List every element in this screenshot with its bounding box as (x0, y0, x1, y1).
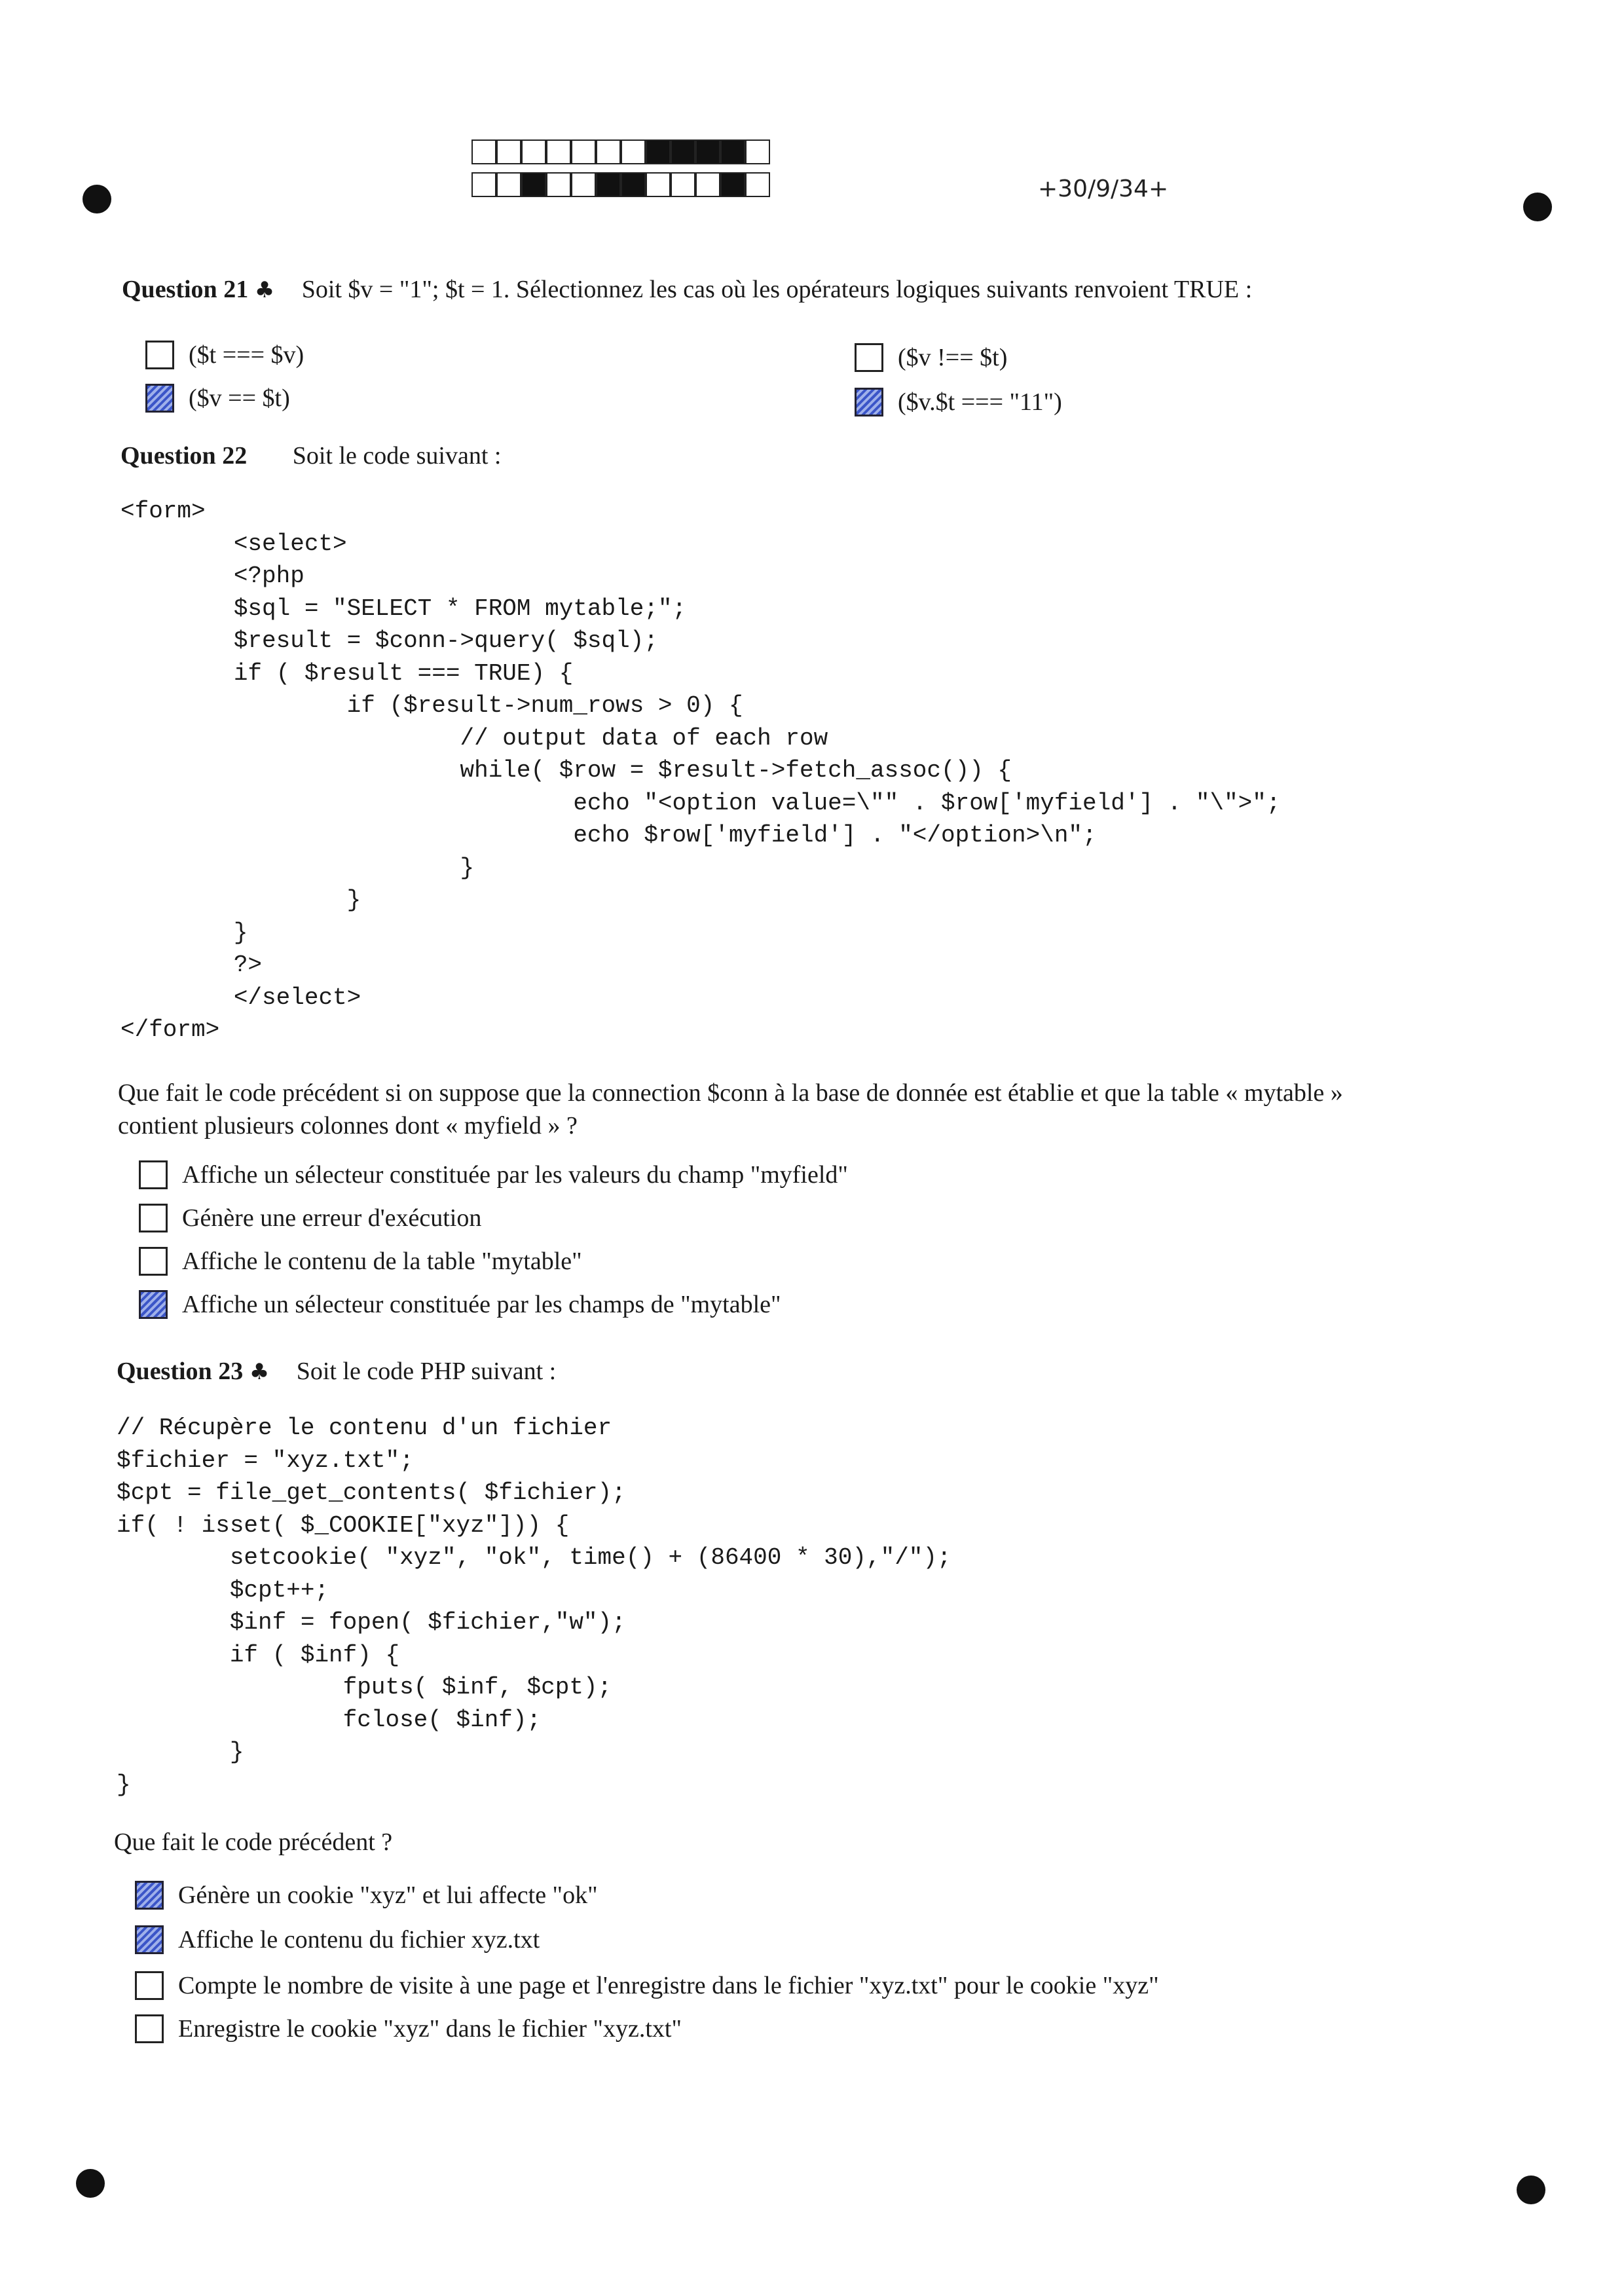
q21-title: Question 21 (122, 276, 249, 303)
barcode-cell (720, 139, 745, 164)
code-line: <select> (120, 530, 347, 557)
q21-option-2[interactable] (855, 343, 1007, 372)
barcode-cell (571, 139, 596, 164)
q23-header (117, 1357, 556, 1386)
q21-option-4-label: ($v.$t === "11") (898, 388, 1062, 416)
barcode-cell (621, 172, 646, 197)
barcode-cell (496, 139, 521, 164)
code-line: </form> (120, 1016, 220, 1043)
barcode-top-row (471, 139, 770, 167)
q22-title: Question 22 (120, 442, 248, 470)
barcode-cell (471, 139, 496, 164)
code-line: while( $row = $result->fetch_assoc()) { (120, 757, 1012, 784)
barcode-cell (745, 139, 770, 164)
barcode-cell (596, 172, 621, 197)
checkbox-checked[interactable] (855, 388, 883, 417)
q23-option-4-label: Enregistre le cookie "xyz" dans le fichier "xyz.txt" (178, 2015, 682, 2043)
q22-question-line-2: contient plusieurs colonnes dont « myfield » ? (118, 1112, 578, 1139)
registration-mark-bottom-left (76, 2169, 105, 2198)
q22-prompt: Soit le code suivant : (292, 442, 502, 470)
registration-mark-top-right (1523, 193, 1552, 221)
page-id: +30/9/34+ (1038, 176, 1169, 202)
barcode-cell (671, 139, 695, 164)
barcode-cell (521, 172, 546, 197)
code-line: // output data of each row (120, 724, 828, 752)
club-icon: ♣ (249, 1359, 270, 1385)
checkbox[interactable] (135, 1971, 164, 2000)
q23-option-3-label: Compte le nombre de visite à une page et l'enregistre dans le fichier "xyz.txt" pour le cookie "xyz" (178, 1972, 1159, 1999)
q22-option-4-label: Affiche un sélecteur constituée par les champs de "mytable" (182, 1291, 781, 1318)
checkbox-checked[interactable] (135, 1925, 164, 1954)
q21-option-2-label: ($v !== $t) (898, 344, 1008, 371)
q22-question-line-1: Que fait le code précédent si on suppose que la connection $conn à la base de donnée est établie et que la table « mytable » (118, 1079, 1343, 1107)
code-line: } (120, 919, 248, 946)
club-icon: ♣ (254, 277, 275, 303)
code-line: $cpt++; (117, 1576, 329, 1604)
code-line: } (120, 854, 475, 881)
q23-title: Question 23 (117, 1358, 244, 1385)
q23-question: Que fait le code précédent ? (114, 1828, 393, 1856)
barcode-bottom-row (471, 172, 770, 200)
code-line: <?php (120, 563, 304, 589)
registration-mark-bottom-right (1517, 2176, 1545, 2204)
barcode-cell (745, 172, 770, 197)
barcode-cell (496, 172, 521, 197)
code-line: setcookie( "xyz", "ok", time() + (86400 * 30),"/"); (117, 1544, 951, 1571)
barcode-cell (646, 172, 671, 197)
barcode-cell (521, 139, 546, 164)
q23-option-4[interactable] (135, 2014, 682, 2043)
q23-option-1[interactable] (135, 1881, 598, 1910)
code-line: ?> (120, 952, 263, 978)
barcode-cell (695, 139, 720, 164)
q23-option-2-label: Affiche le contenu du fichier xyz.txt (178, 1926, 540, 1953)
code-line: } (117, 1739, 244, 1766)
q22-header (120, 441, 501, 470)
code-line: $inf = fopen( $fichier,"w"); (117, 1609, 626, 1636)
q22-option-1-label: Affiche un sélecteur constituée par les valeurs du champ "myfield" (182, 1161, 848, 1189)
q21-option-1-label: ($t === $v) (189, 341, 304, 369)
q23-option-2[interactable] (135, 1925, 540, 1954)
code-line: // Récupère le contenu d'un fichier (117, 1415, 612, 1441)
barcode-cell (695, 172, 720, 197)
barcode-cell (471, 172, 496, 197)
checkbox[interactable] (145, 341, 174, 369)
q21-prompt: Soit $v = "1"; $t = 1. Sélectionnez les cas où les opérateurs logiques suivants renvoient TRUE : (301, 276, 1253, 303)
code-line: $sql = "SELECT * FROM mytable;"; (120, 595, 687, 622)
code-line: $result = $conn->query( $sql); (120, 627, 658, 654)
q21-option-3-label: ($v == $t) (189, 384, 290, 412)
q22-option-3-label: Affiche le contenu de la table "mytable" (182, 1248, 582, 1275)
code-line: $fichier = "xyz.txt"; (117, 1447, 414, 1474)
q23-prompt: Soit le code PHP suivant : (296, 1358, 557, 1385)
code-line: $cpt = file_get_contents( $fichier); (117, 1479, 626, 1506)
code-line: if( ! isset( $_COOKIE["xyz"])) { (117, 1511, 570, 1539)
q21-option-3[interactable] (145, 384, 290, 413)
code-line: echo "<option value=\"" . $row['myfield'] . "\">"; (120, 789, 1281, 817)
barcode-cell (646, 139, 671, 164)
code-line: echo $row['myfield'] . "</option>\n"; (120, 822, 1097, 849)
barcode-cell (596, 139, 621, 164)
q23-code-block (117, 1412, 951, 1801)
checkbox-checked[interactable] (145, 384, 174, 413)
code-line: if ( $inf) { (117, 1641, 400, 1669)
code-line: } (117, 1771, 131, 1798)
checkbox-checked[interactable] (135, 1881, 164, 1910)
barcode-cell (671, 172, 695, 197)
barcode-cell (546, 139, 571, 164)
code-line: </select> (120, 984, 361, 1011)
barcode-cell (571, 172, 596, 197)
q22-code-block (120, 495, 1281, 1046)
code-line: if ($result->num_rows > 0) { (120, 692, 743, 719)
q22-option-3[interactable] (139, 1247, 582, 1276)
barcode-cell (546, 172, 571, 197)
registration-mark-top-left (83, 185, 111, 213)
q22-option-2[interactable] (139, 1204, 481, 1232)
checkbox[interactable] (139, 1204, 168, 1232)
q21-option-1[interactable] (145, 341, 304, 369)
q21-header (122, 275, 1252, 304)
code-line: fputs( $inf, $cpt); (117, 1674, 612, 1701)
q22-option-2-label: Génère une erreur d'exécution (182, 1204, 482, 1232)
code-line: <form> (120, 498, 206, 525)
code-line: } (120, 887, 361, 914)
barcode-cell (720, 172, 745, 197)
checkbox-checked[interactable] (139, 1290, 168, 1319)
checkbox[interactable] (139, 1247, 168, 1276)
q23-option-3[interactable] (135, 1971, 1159, 2000)
checkbox[interactable] (855, 343, 883, 372)
code-line: if ( $result === TRUE) { (120, 659, 574, 687)
q22-option-4[interactable] (139, 1290, 781, 1319)
barcode-cell (621, 139, 646, 164)
q22-option-1[interactable] (139, 1160, 848, 1189)
checkbox[interactable] (139, 1160, 168, 1189)
code-line: fclose( $inf); (117, 1706, 542, 1733)
q21-option-4[interactable] (855, 388, 1062, 417)
q23-option-1-label: Génère un cookie "xyz" et lui affecte "ok" (178, 1881, 598, 1909)
checkbox[interactable] (135, 2014, 164, 2043)
